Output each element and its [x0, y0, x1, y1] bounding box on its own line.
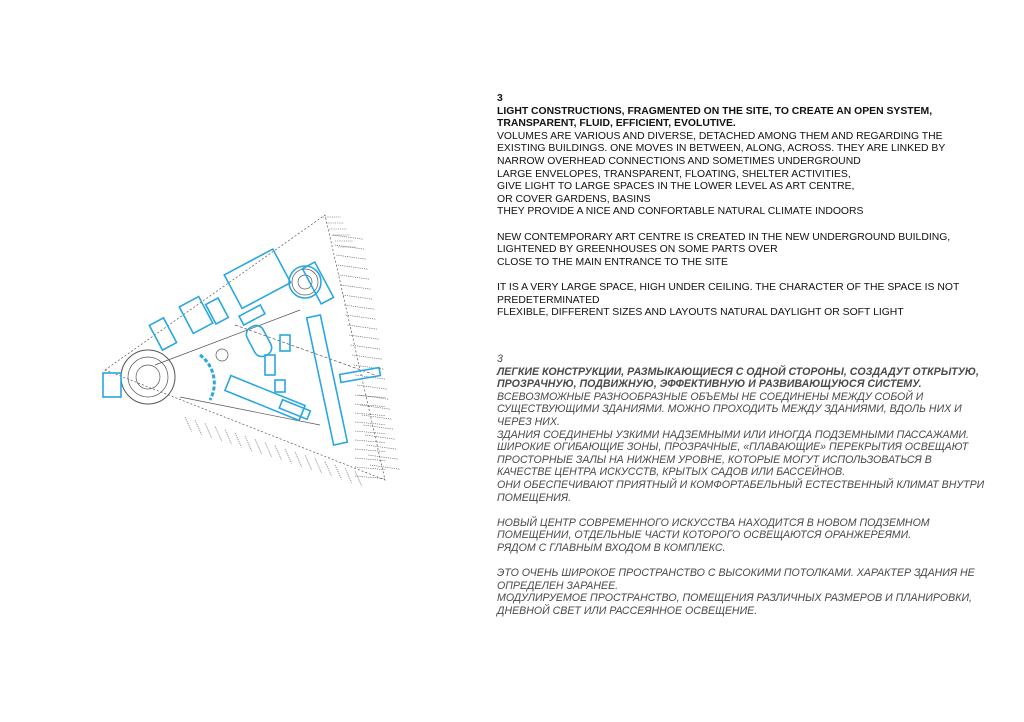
russian-paragraph-line: ОНИ ОБЕСПЕЧИВАЮТ ПРИЯТНЫЙ И КОМФОРТАБЕЛЬНЫЙ ЕСТЕСТВЕННЫЙ КЛИМАТ ВНУТРИ — [497, 478, 985, 491]
russian-paragraph-line: ВСЕВОЗМОЖНЫЕ РАЗНООБРАЗНЫЕ ОБЪЕМЫ НЕ СОЕДИНЕНЫ МЕЖДУ СОБОЙ И — [497, 390, 924, 403]
russian-paragraph-line: МОДУЛИРУЕМОЕ ПРОСТРАНСТВО, ПОМЕЩЕНИЯ РАЗЛИЧНЫХ РАЗМЕРОВ И ПЛАНИРОВКИ, — [497, 592, 972, 605]
site-plan-drawing — [85, 205, 415, 505]
russian-headline-line: ПРОЗРАЧНУЮ, ПОДВИЖНУЮ, ЭФФЕКТИВНУЮ И РАЗВИВАЮЩУЮСЯ СИСТЕМУ. — [497, 378, 922, 391]
english-paragraph-line: LARGE ENVELOPES, TRANSPARENT, FLOATING, SHELTER ACTIVITIES, — [497, 168, 851, 180]
russian-paragraph-line: ПОМЕЩЕНИЯ. — [497, 491, 572, 504]
english-headline-line: LIGHT CONSTRUCTIONS, FRAGMENTED ON THE SITE, TO CREATE AN OPEN SYSTEM, — [497, 105, 933, 117]
russian-description — [497, 353, 985, 617]
english-paragraph-line: THEY PROVIDE A NICE AND CONFORTABLE NATURAL CLIMATE INDOORS — [497, 206, 864, 218]
english-paragraph-line: GIVE LIGHT TO LARGE SPACES IN THE LOWER LEVEL AS ART CENTRE, — [497, 181, 855, 193]
english-paragraph-line: VOLUMES ARE VARIOUS AND DIVERSE, DETACHED AMONG THEM AND REGARDING THE — [497, 130, 943, 142]
russian-paragraph-line: НОВЫЙ ЦЕНТР СОВРЕМЕННОГО ИСКУССТВА НАХОДИТСЯ В НОВОМ ПОДЗЕМНОМ — [497, 516, 930, 529]
russian-paragraph-line: ШИРОКИЕ ОГИБАЮЩИЕ ЗОНЫ, ПРОЗРАЧНЫЕ, «ПЛАВАЮЩИЕ» ПЕРЕКРЫТИЯ ОСВЕЩАЮТ — [497, 441, 969, 454]
russian-paragraph-line: РЯДОМ С ГЛАВНЫМ ВХОДОМ В КОМПЛЕКС. — [497, 541, 726, 554]
russian-paragraph-line: КАЧЕСТВЕ ЦЕНТРА ИСКУССТВ, КРЫТЫХ САДОВ ИЛИ БАССЕЙНОВ. — [497, 466, 846, 479]
english-paragraph-line: LIGHTENED BY GREENHOUSES ON SOME PARTS OVER — [497, 244, 778, 256]
english-paragraph-line: PREDETERMINATED — [497, 294, 600, 306]
english-paragraph-line: IT IS A VERY LARGE SPACE, HIGH UNDER CEILING. THE CHARACTER OF THE SPACE IS NOT — [497, 281, 960, 293]
russian-paragraph-line: СУЩЕСТВУЮЩИМИ ЗДАНИЯМИ. МОЖНО ПРОХОДИТЬ МЕЖДУ ЗДАНИЯМИ, ВДОЛЬ НИХ И — [497, 403, 962, 416]
english-section-number: 3 — [497, 93, 503, 104]
english-paragraph-line: OR COVER GARDENS, BASINS — [497, 193, 651, 205]
russian-section-number: 3 — [497, 353, 503, 365]
russian-paragraph-line: ОПРЕДЕЛЕН ЗАРАНЕЕ. — [497, 579, 619, 592]
russian-headline-line: ЛЕГКИЕ КОНСТРУКЦИИ, РАЗМЫКАЮЩИЕСЯ С ОДНОЙ СТОРОНЫ, СОЗДАДУТ ОТКРЫТУЮ, — [497, 365, 979, 378]
english-headline-line: TRANSPARENT, FLUID, EFFICIENT, EVOLUTIVE. — [497, 118, 736, 130]
russian-paragraph-line: ЧЕРЕЗ НИХ. — [497, 415, 560, 428]
english-paragraph-line: NEW CONTEMPORARY ART CENTRE IS CREATED IN THE NEW UNDERGROUND BUILDING, — [497, 231, 951, 243]
english-paragraph-line: EXISTING BUILDINGS. ONE MOVES IN BETWEEN, ALONG, ACROSS. THEY ARE LINKED BY — [497, 143, 946, 155]
russian-paragraph-line: ДНЕВНОЙ СВЕТ ИЛИ РАССЕЯННОЕ ОСВЕЩЕНИЕ. — [497, 604, 758, 617]
russian-paragraph-line: ЭТО ОЧЕНЬ ШИРОКОЕ ПРОСТРАНСТВО С ВЫСОКИМИ ПОТОЛКАМИ. ХАРАКТЕР ЗДАНИЯ НЕ — [497, 567, 975, 580]
english-paragraph-line: CLOSE TO THE MAIN ENTRANCE TO THE SITE — [497, 256, 728, 268]
english-paragraph-line: NARROW OVERHEAD CONNECTIONS AND SOMETIMES UNDERGROUND — [497, 155, 861, 167]
english-description — [497, 93, 977, 320]
russian-paragraph-line: ПОМЕЩЕНИИ, ОТДЕЛЬНЫЕ ЧАСТИ КОТОРОГО ОСВЕЩАЮТСЯ ОРАНЖЕРЕЯМИ. — [497, 529, 912, 542]
russian-paragraph-line: ПРОСТОРНЫЕ ЗАЛЫ НА НИЖНЕМ УРОВНЕ, КОТОРЫЕ МОГУТ ИСПОЛЬЗОВАТЬСЯ В — [497, 453, 932, 466]
russian-paragraph-line: ЗДАНИЯ СОЕДИНЕНЫ УЗКИМИ НАДЗЕМНЫМИ ИЛИ ИНОГДА ПОДЗЕМНЫМИ ПАССАЖАМИ. — [497, 428, 969, 441]
english-paragraph-line: FLEXIBLE, DIFFERENT SIZES AND LAYOUTS NATURAL DAYLIGHT OR SOFT LIGHT — [497, 307, 904, 319]
